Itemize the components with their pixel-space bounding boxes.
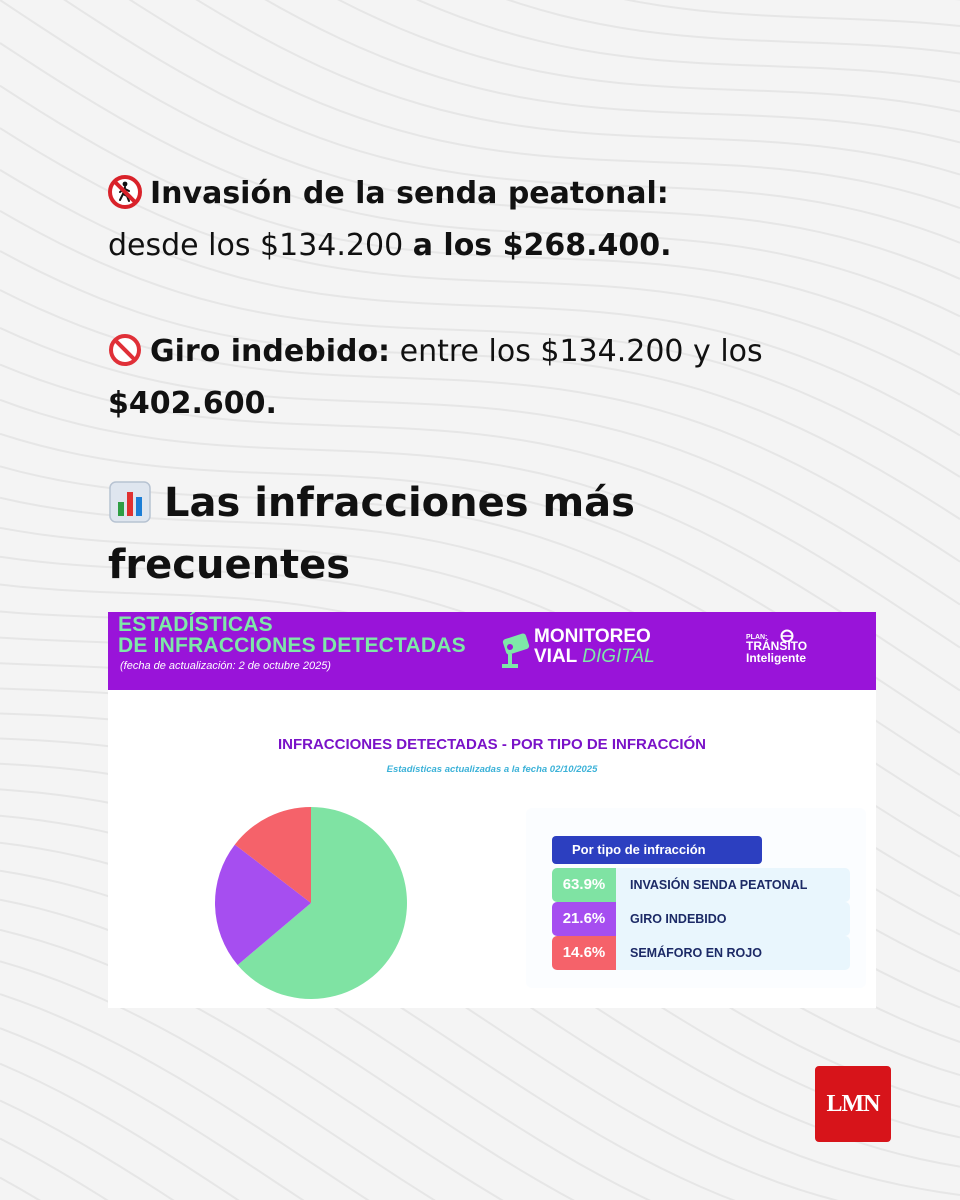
legend-label: SEMÁFORO EN ROJO bbox=[630, 946, 762, 960]
pie-chart bbox=[208, 800, 414, 1006]
fine-range-to: a los $268.400. bbox=[412, 228, 672, 263]
legend-item bbox=[552, 936, 850, 970]
logo-line2-digital: DIGITAL bbox=[582, 646, 655, 667]
bar-chart-icon bbox=[108, 480, 152, 524]
section-title-text: Las infracciones más frecuentes bbox=[108, 480, 635, 588]
fine-title: Invasión de la senda peatonal: bbox=[150, 176, 669, 211]
chart-title: INFRACCIONES DETECTADAS - POR TIPO DE INFRACCIÓN bbox=[277, 736, 707, 753]
logo-line2 bbox=[534, 646, 655, 668]
fine-illegal-turn bbox=[108, 326, 868, 430]
section-title bbox=[108, 472, 868, 596]
legend-percentage: 63.9% bbox=[552, 868, 616, 902]
plan-label: PLAN: bbox=[746, 634, 768, 641]
legend-label: INVASIÓN SENDA PEATONAL bbox=[630, 878, 808, 892]
fine-range-from: entre los $134.200 y los bbox=[399, 334, 763, 369]
legend-percentage: 14.6% bbox=[552, 936, 616, 970]
prohibited-icon bbox=[108, 333, 142, 367]
logo-line2-vial: VIAL bbox=[534, 646, 577, 667]
stats-card bbox=[108, 612, 876, 1008]
legend-percentage: 21.6% bbox=[552, 902, 616, 936]
no-pedestrians-icon bbox=[108, 175, 142, 209]
legend-item bbox=[552, 868, 850, 902]
banner-update-date: (fecha de actualización: 2 de octubre 2025) bbox=[120, 660, 331, 672]
plan-line2: Inteligente bbox=[746, 651, 807, 665]
fine-pedestrian-crossing bbox=[108, 168, 868, 272]
banner-title bbox=[118, 614, 466, 656]
fine-title: Giro indebido: bbox=[150, 334, 391, 369]
banner-title-line1: ESTADÍSTICAS bbox=[118, 613, 273, 636]
legend-item bbox=[552, 902, 850, 936]
chart-subtitle: Estadísticas actualizadas a la fecha 02/10/2025 bbox=[386, 764, 598, 775]
camera-icon bbox=[500, 630, 534, 670]
banner-title-line2: DE INFRACCIONES DETECTADAS bbox=[118, 634, 466, 657]
fine-range-to: $402.600. bbox=[108, 386, 277, 421]
legend-title: Por tipo de infracción bbox=[552, 836, 762, 864]
legend-label: GIRO INDEBIDO bbox=[630, 912, 727, 926]
stats-banner bbox=[108, 612, 876, 690]
plan-transito-logo bbox=[746, 628, 856, 672]
logo-line1: MONITOREO bbox=[534, 626, 651, 647]
lmn-logo: LMN bbox=[815, 1066, 891, 1142]
monitoreo-vial-logo bbox=[500, 626, 680, 676]
fine-range-from: desde los $134.200 bbox=[108, 228, 404, 263]
plan-line1: TRÁNSITO bbox=[746, 639, 808, 653]
